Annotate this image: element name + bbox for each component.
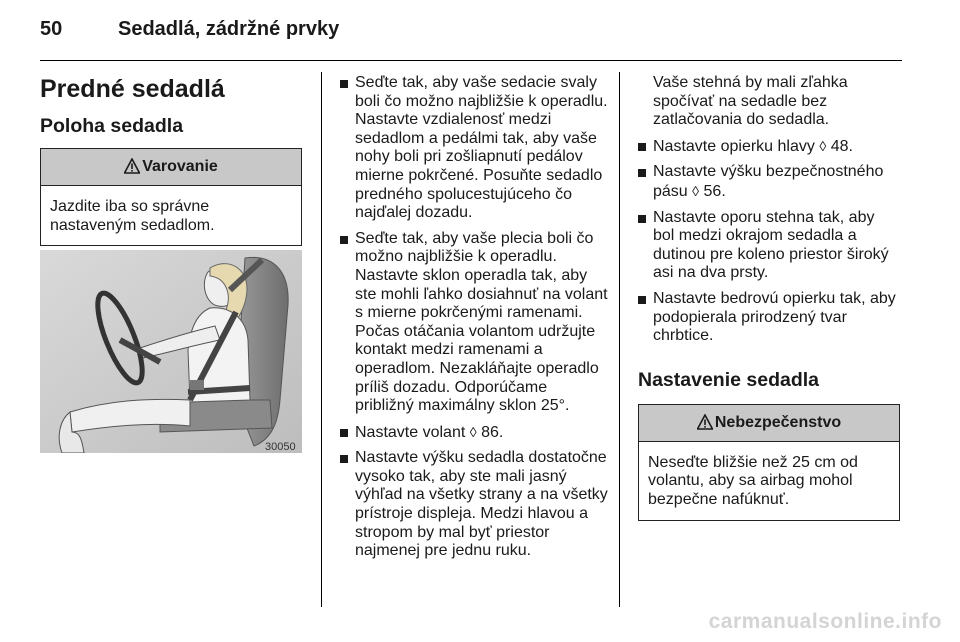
subsection-title: Nastavenie sedadla	[638, 368, 820, 391]
list-item: Nastavte oporu stehna tak, aby bol medzi okrajom sedadla a dutinou pre koleno priestor široký asi na dva prsty.	[638, 209, 900, 283]
page-number: 50	[40, 18, 63, 40]
page-header	[40, 18, 920, 46]
danger-box	[638, 404, 900, 521]
danger-label: Nebezpečenstvo	[714, 413, 842, 431]
warning-text: Jazdite iba so správne nastaveným sedadlom.	[50, 198, 215, 234]
danger-text: Neseďte bližšie než 25 cm od volantu, aby sa airbag mohol bezpečne nafúknuť.	[648, 453, 858, 508]
subsection-title: Poloha sedadla	[40, 115, 184, 137]
list-item: Nastavte volant ◊ 86.	[340, 423, 610, 443]
page-reference[interactable]: 86.	[481, 423, 504, 441]
seat-position-illustration	[40, 250, 302, 453]
adjustment-list	[638, 137, 900, 346]
list-item: Nastavte výšku sedadla dostatočne vysoko tak, aby ste mali jasný výhľad na všetky strany a na všetky prístroje displeja. Medzi hlavou a stropom by mal byť priestor najmenej pre jednu ruku.	[340, 449, 610, 561]
danger-triangle-icon	[697, 414, 713, 430]
figure-code: 30050	[265, 441, 296, 453]
list-item: Seďte tak, aby vaše plecia boli čo možno najbližšie k operadlu. Nastavte sklon operadla tak, aby ste mohli ľahko dosiahnuť na volant s mierne pokrčenými ramenami. Počas otáčania volantom udržujte kontakt medzi ramenami a operadlom. Nezakláňajte operadlo príliš dozadu. Odporúčame približný maximálny sklon 25°.	[340, 230, 610, 416]
warning-header	[41, 149, 301, 186]
page-reference[interactable]: 56.	[703, 182, 726, 200]
continuation-text: Vaše stehná by mali zľahka spočívať na sedadle bez zatlačovania do sedadla.	[653, 74, 848, 129]
cross-reference-icon: ◊	[469, 423, 477, 440]
instruction-list	[340, 74, 610, 561]
warning-triangle-icon	[124, 158, 140, 174]
danger-header	[639, 405, 899, 442]
watermark: carmanualsonline.info	[708, 610, 942, 633]
page-reference[interactable]: 48.	[830, 137, 853, 155]
cross-reference-icon: ◊	[819, 137, 827, 154]
warning-label: Varovanie	[142, 158, 218, 175]
cross-reference-icon: ◊	[692, 182, 700, 199]
list-item: Nastavte bedrovú opierku tak, aby podopierala prirodzený tvar chrbtice.	[638, 290, 900, 346]
list-item: Nastavte výšku bezpečnostného pásu ◊ 56.	[638, 163, 900, 201]
list-item: Seďte tak, aby vaše sedacie svaly boli čo možno najbližšie k operadlu. Nastavte vzdialenosť medzi sedadlom a pedálmi tak, aby vaše nohy boli pri zošliapnutí pedálov mierne pokrčené. Posuňte sedadlo predného spolucestujúceho čo najďalej dozadu.	[340, 74, 610, 223]
driver-seat-illustration	[40, 250, 302, 453]
column-divider-1	[321, 72, 322, 607]
middle-column	[340, 74, 610, 568]
chapter-title: Sedadlá, zádržné prvky	[118, 18, 340, 40]
right-column	[638, 74, 900, 521]
list-item: Nastavte opierku hlavy ◊ 48.	[638, 137, 900, 157]
section-title: Predné sedadlá	[40, 75, 225, 103]
column-divider-2	[619, 72, 620, 607]
warning-box	[40, 148, 302, 246]
header-divider	[40, 60, 902, 61]
left-column	[40, 74, 302, 246]
